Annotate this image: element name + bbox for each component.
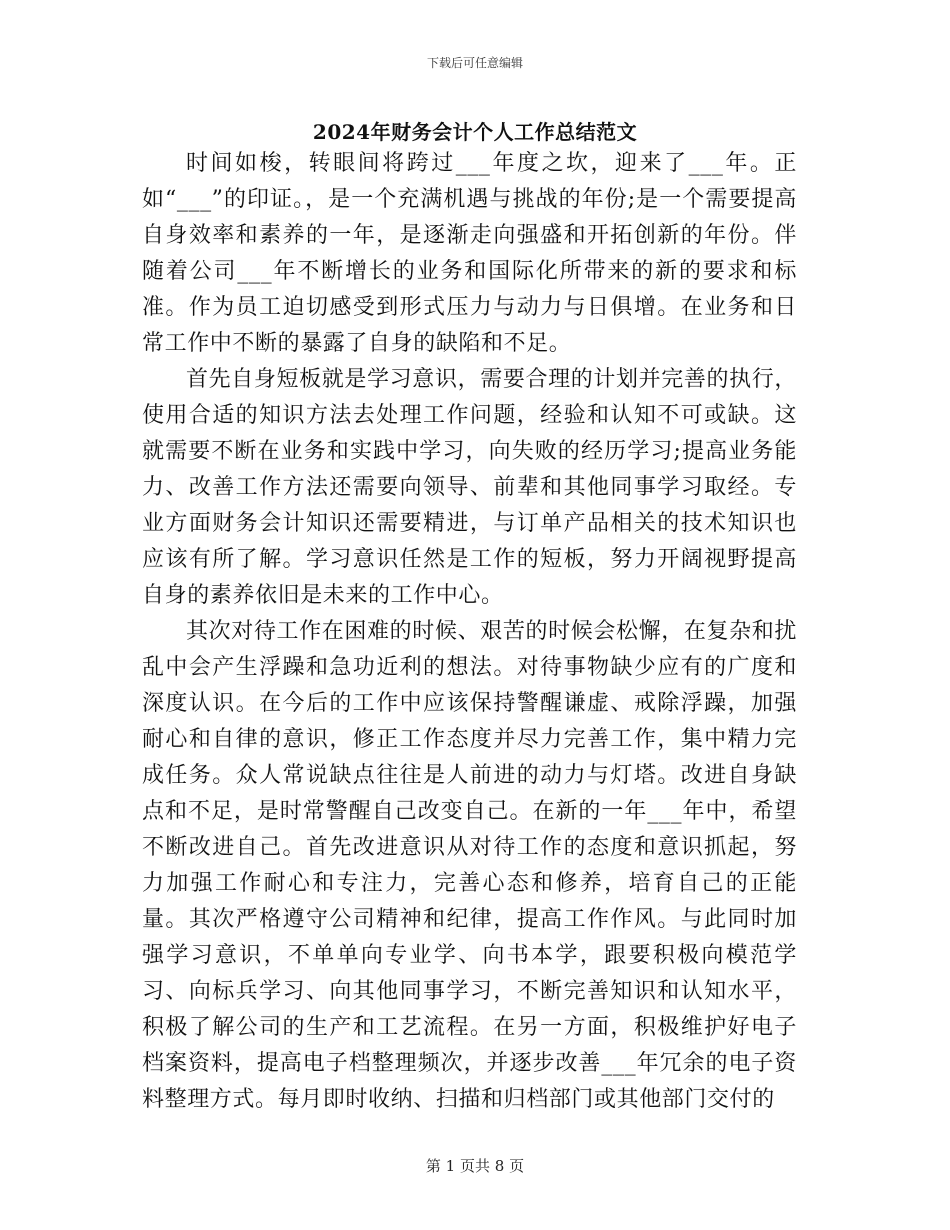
paragraph-2: 首先自身短板就是学习意识，需要合理的计划并完善的执行，使用合适的知识方法去处理工作问题，经验和认知不可或缺。这就需要不断在业务和实践中学习，向失败的经历学习;提高业务能力、改善工作方法还需要向领导、前辈和其他同事学习取经。专业方面财务会计知识还需要精进，与订单产品相关的技术知识也应该有所了解。学习意识任然是工作的短板，努力开阔视野提高自身的素养依旧是未来的工作中心。 [142, 367, 797, 608]
document-body [142, 146, 797, 1118]
document-title: 2024年财务会计个人工作总结范文 [312, 120, 638, 144]
paragraph-3: 其次对待工作在困难的时候、艰苦的时候会松懈，在复杂和扰乱中会产生浮躁和急功近利的想法。对待事物缺少应有的广度和深度认识。在今后的工作中应该保持警醒谦虚、戒除浮躁，加强耐心和自律的意识，修正工作态度并尽力完善工作，集中精力完成任务。众人常说缺点往往是人前进的动力与灯塔。改进自身缺点和不足，是时常警醒自己改变自己。在新的一年___年中，希望不断改进自己。首先改进意识从对待工作的态度和意识抓起，努力加强工作耐心和专注力，完善心态和修养，培育自己的正能量。其次严格遵守公司精神和纪律，提高工作作风。与此同时加强学习意识，不单单向专业学、向书本学，跟要积极向模范学习、向标兵学习、向其他同事学习，不断完善知识和认知水平，积极了解公司的生产和工艺流程。在另一方面，积极维护好电子档案资料，提高电子档整理频次，并逐步改善___年冗余的电子资料整理方式。每月即时收纳、扫描和归档部门或其他部门交付的 [142, 619, 797, 1112]
header-note: 下载后可任意编辑 [426, 56, 523, 70]
paragraph-1: 时间如梭，转眼间将跨过___年度之坎，迎来了___年。正如“___”的印证。，是一个充满机遇与挑战的年份;是一个需要提高自身效率和素养的一年，是逐渐走向强盛和开拓创新的年份。伴随着公司___年不断增长的业务和国际化所带来的新的要求和标准。作为员工迫切感受到形式压力与动力与日俱增。在业务和日常工作中不断的暴露了自身的缺陷和不足。 [142, 151, 797, 356]
page-number: 第 1 页共 8 页 [425, 1157, 525, 1175]
